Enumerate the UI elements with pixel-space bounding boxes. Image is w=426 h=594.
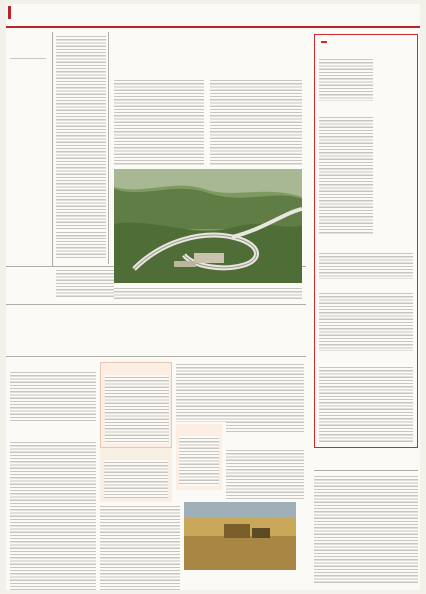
infobox-farmland bbox=[100, 448, 172, 502]
infobox-summer-grain bbox=[100, 362, 172, 448]
bond-market-text bbox=[314, 474, 418, 584]
newspaper-page bbox=[6, 4, 420, 590]
infobox-investment bbox=[176, 424, 222, 490]
left-headline bbox=[12, 56, 38, 242]
middle-text-6 bbox=[226, 448, 304, 500]
column-divider bbox=[108, 32, 109, 264]
farm-photo-art bbox=[184, 502, 296, 570]
infobox-text bbox=[105, 375, 169, 443]
infobox-text bbox=[179, 436, 219, 486]
infobox-title bbox=[101, 363, 171, 367]
top-article-text-1 bbox=[114, 78, 204, 166]
section-bar bbox=[8, 6, 11, 19]
middle-text-1 bbox=[10, 370, 96, 422]
farm-photo bbox=[184, 502, 296, 570]
highway-photo bbox=[114, 169, 302, 283]
release-text-2 bbox=[319, 115, 373, 235]
middle-text-5 bbox=[226, 362, 304, 432]
middle-text-2 bbox=[10, 440, 96, 590]
section-divider bbox=[314, 470, 418, 471]
column-divider bbox=[52, 32, 53, 266]
release-text-1 bbox=[319, 57, 373, 101]
authoritative-release-tag bbox=[321, 41, 327, 43]
caption-lines bbox=[56, 230, 106, 238]
middle-text-3 bbox=[100, 504, 180, 590]
authoritative-release-box bbox=[314, 34, 418, 448]
photo-caption-text bbox=[114, 286, 302, 300]
section-label bbox=[8, 6, 14, 22]
release-text-3 bbox=[319, 251, 413, 279]
release-text-5 bbox=[319, 365, 413, 443]
highway-photo-art bbox=[114, 169, 302, 283]
release-text-4 bbox=[319, 291, 413, 351]
section-divider bbox=[6, 304, 306, 305]
infobox-title bbox=[100, 448, 172, 452]
infobox-title bbox=[176, 424, 222, 428]
caption-text bbox=[56, 268, 114, 298]
masthead bbox=[6, 4, 420, 28]
top-article-text-2 bbox=[210, 78, 302, 166]
infobox-text bbox=[104, 460, 168, 498]
section-divider bbox=[6, 356, 306, 357]
left-article-text bbox=[56, 34, 106, 260]
